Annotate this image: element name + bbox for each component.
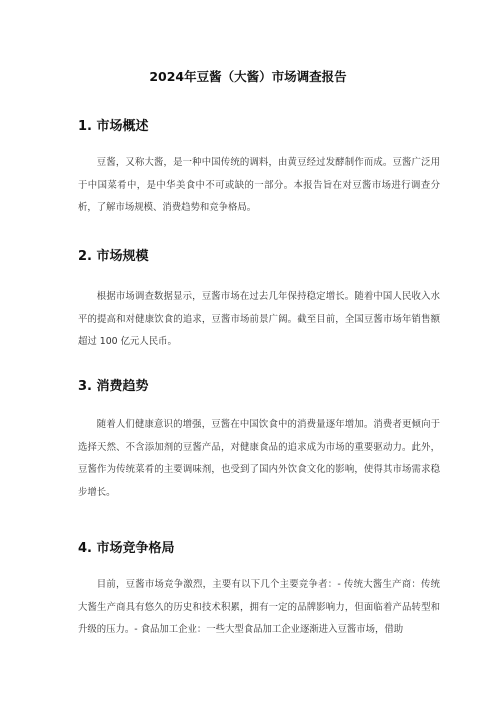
section-heading-market-overview: 1. 市场概述 — [78, 119, 149, 134]
section-heading-competition: 4. 市场竞争格局 — [78, 541, 175, 556]
document-title: 2024年豆酱（大酱）市场调查报告 — [149, 69, 347, 84]
section-body-competition: 目前，豆酱市场竞争激烈，主要有以下几个主要竞争者：- 传统大酱生产商：传统大酱生产商具有悠久的历史和技术积累，拥有一定的品牌影响力，但面临着产品转型和升级的压力。- 食品加工企业：一些大型食品加工企业逐渐进入豆酱市场，借助 — [78, 579, 440, 636]
section-body-market-size: 根据市场调查数据显示，豆酱市场在过去几年保持稳定增长。随着中国人民收入水平的提高和对健康饮食的追求，豆酱市场前景广阔。截至目前，全国豆酱市场年销售额超过 100 亿元人民币。 — [78, 291, 440, 348]
section-body-market-overview: 豆酱，又称大酱，是一种中国传统的调料，由黄豆经过发酵制作而成。豆酱广泛用于中国菜肴中，是中华美食中不可或缺的一部分。本报告旨在对豆酱市场进行调查分析，了解市场规模、消费趋势和竞争格局。 — [78, 157, 440, 214]
section-heading-consumption-trends: 3. 消费趋势 — [78, 379, 149, 394]
section-body-consumption-trends: 随着人们健康意识的增强，豆酱在中国饮食中的消费量逐年增加。消费者更倾向于选择天然、不含添加剂的豆酱产品，对健康食品的追求成为市场的重要驱动力。此外，豆酱作为传统菜肴的主要调味剂，也受到了国内外饮食文化的影响，使得其市场需求稳步增长。 — [78, 419, 440, 498]
section-heading-market-size: 2. 市场规模 — [78, 249, 149, 264]
